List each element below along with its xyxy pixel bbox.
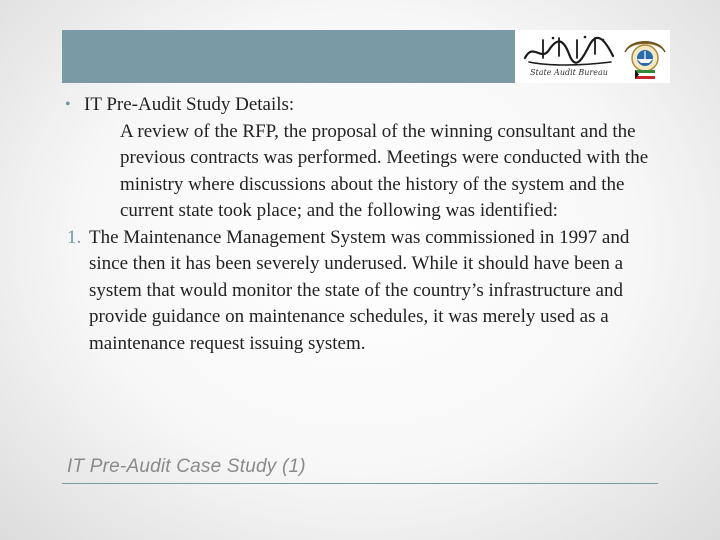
bullet-icon: • (65, 96, 71, 113)
arabic-calligraphy-logo (519, 32, 619, 70)
list-item-text: The Maintenance Management System was commissioned in 1997 and since then it has been severely underused. While it should have been a system that would monitor the state of the country’s infrastructure and provide guidance on maintenance schedules, it was merely used as a maintenance request issuing system. (89, 226, 630, 354)
review-paragraph: A review of the RFP, the proposal of the winning consultant and the previous contracts was performed. Meetings were conducted with the ministry where discussions about the history of the system and the current state took place; and the following was identified: (120, 120, 649, 221)
bullet-heading-row (62, 92, 662, 119)
slide-title: IT Pre-Audit Case Study (1) (67, 456, 306, 477)
header-band (62, 30, 515, 83)
logo-caption: State Audit Bureau (530, 68, 608, 77)
state-emblem-icon (623, 32, 667, 80)
list-item (62, 225, 662, 358)
list-number: 1. (67, 226, 82, 248)
footer-divider (62, 483, 658, 484)
slide-content (62, 92, 662, 357)
section-heading: IT Pre-Audit Study Details: (84, 94, 295, 115)
logo-area (515, 30, 670, 83)
